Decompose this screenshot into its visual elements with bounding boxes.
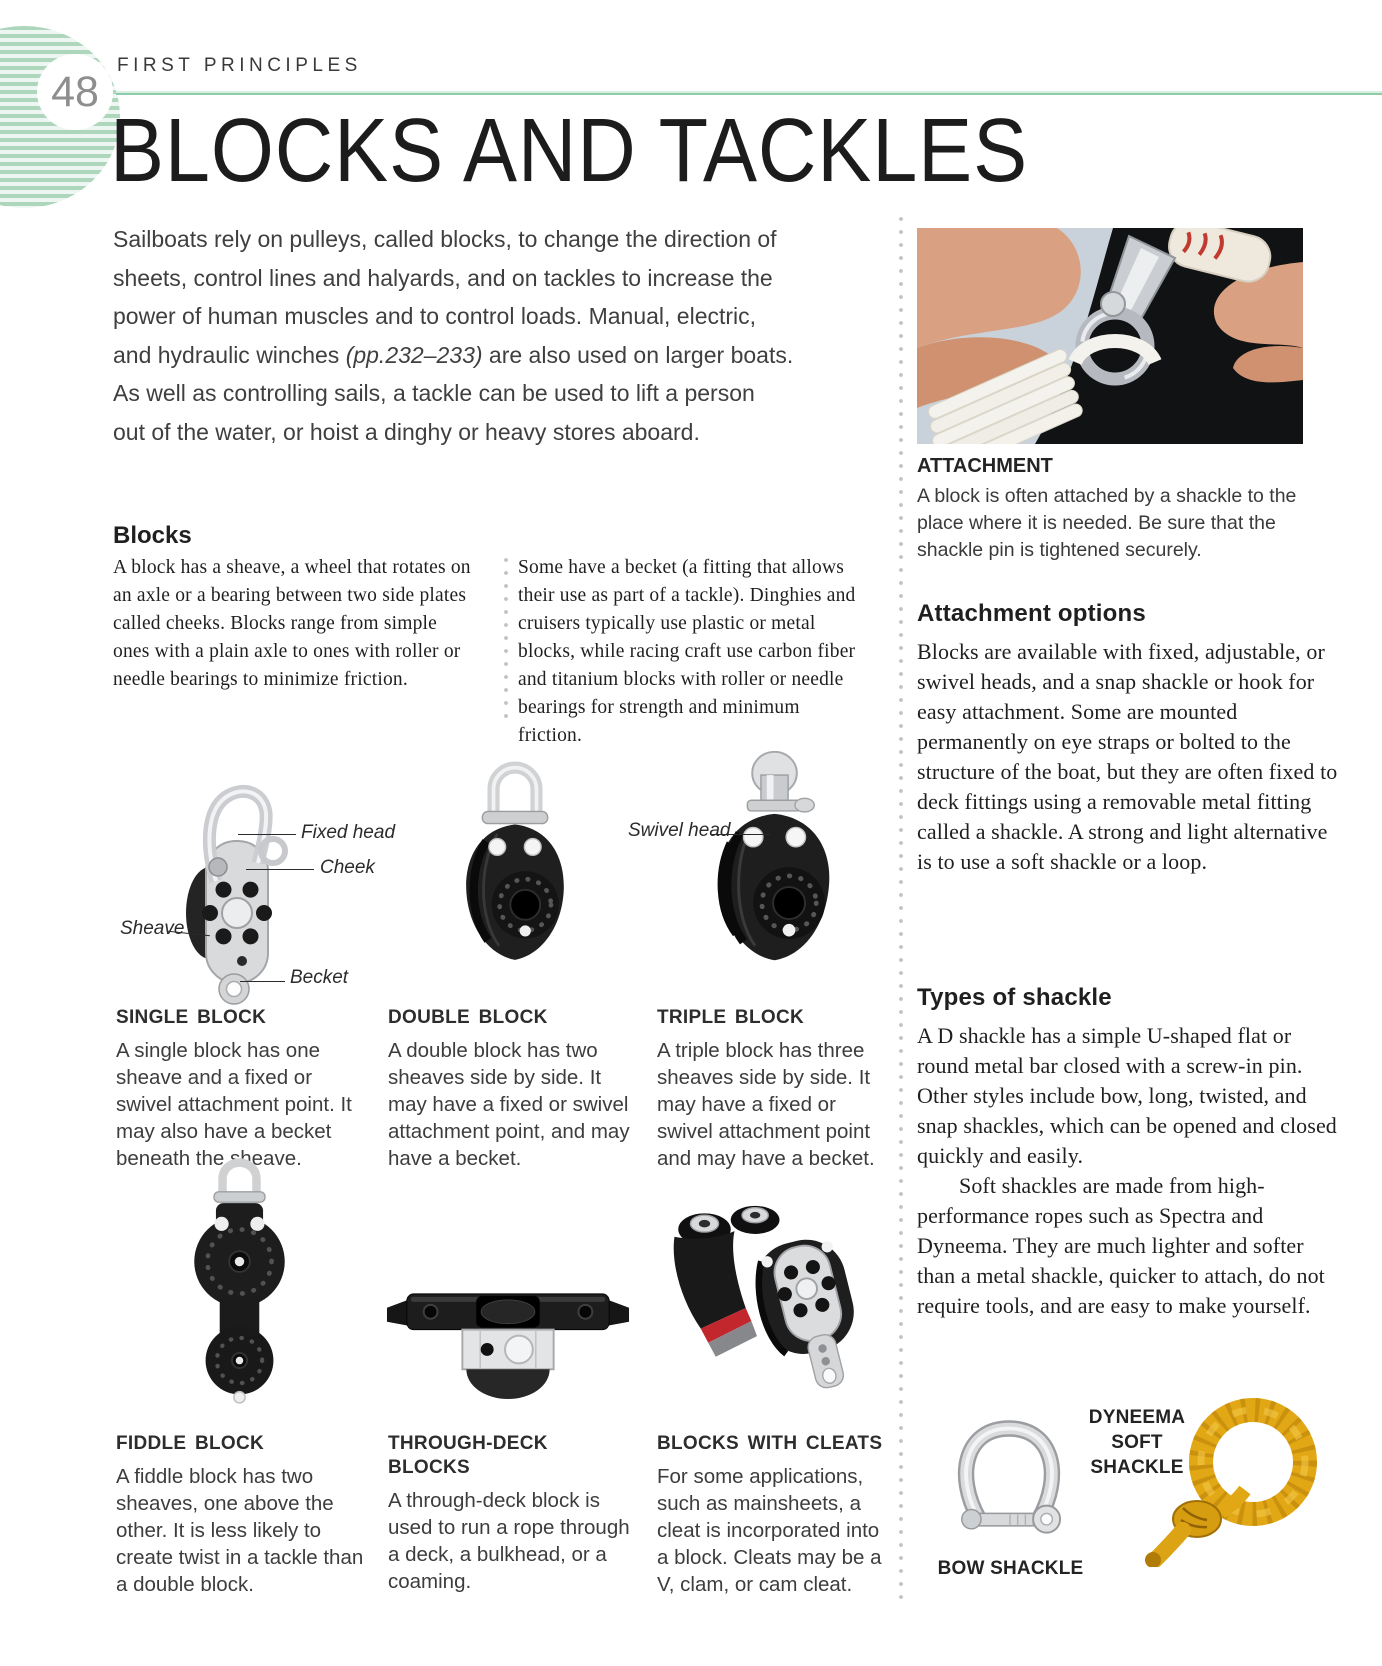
caption-blocks-with-cleats — [657, 1432, 895, 1598]
intro-line: and hydraulic winches (pp.232–233) are also used on larger boats. — [113, 341, 794, 368]
single-block-image — [180, 763, 295, 1015]
blocks-with-cleats-image — [652, 1192, 877, 1424]
caption-triple-block-title: TRIPLE BLOCK — [657, 1007, 804, 1028]
through-deck-block-image — [385, 1278, 631, 1412]
label-cheek: Cheek — [320, 857, 375, 878]
soft-shackle-image — [1135, 1392, 1335, 1567]
label-becket: Becket — [290, 967, 349, 988]
attachment-options-heading: Attachment options — [917, 600, 1146, 627]
caption-triple-block — [657, 1006, 895, 1172]
page-title: BLOCKS AND TACKLES — [110, 101, 1029, 201]
caption-blocks-with-cleats-title: BLOCKS WITH CLEATS — [657, 1433, 883, 1454]
caption-single-block-body: A single block has one sheave and a fixed or swivel attachment point. It may also have a becket beneath the sheave. — [116, 1039, 352, 1170]
blocks-column-2: Some have a becket (a fitting that allows their use as part of a tackle). Dinghies and cruisers typically use plastic or metal blocks, while racing craft use carbon fiber and titanium blocks with roller or needle bearings for strength and minimum friction. — [518, 557, 856, 746]
caption-double-block-body: A double block has two sheaves side by side. It may have a fixed or swivel attachment point, and may have a becket. — [388, 1039, 630, 1170]
blocks-heading: Blocks — [113, 522, 192, 549]
intro-line: Sailboats rely on pulleys, called blocks, to change the direction of — [113, 226, 777, 252]
types-of-shackle-para2: Soft shackles are made from high-performance ropes such as Spectra and Dyneema. They are much lighter and softer than a metal shackle, quicker to attach, do not require tools, and are easy to make yourself. — [917, 1173, 1325, 1318]
intro-line: out of the water, or hoist a dinghy or heavy stores aboard. — [113, 418, 700, 445]
attachment-caption-body: A block is often attached by a shackle to the place where it is needed. Be sure that the shackle pin is tightened securely. — [917, 485, 1297, 561]
label-fixed-head: Fixed head — [301, 822, 396, 843]
intro-paragraph — [113, 220, 793, 451]
attachment-photo — [917, 228, 1303, 444]
triple-block-image — [695, 743, 855, 1003]
sidebar-dotted-divider — [899, 215, 903, 1600]
caption-through-deck-blocks-body: A through-deck block is used to run a rope through a deck, a bulkhead, or a coaming. — [388, 1489, 630, 1593]
caption-double-block — [388, 1006, 638, 1172]
intro-line: power of human muscles and to control loads. Manual, electric, — [113, 303, 757, 329]
caption-double-block-title: DOUBLE BLOCK — [388, 1007, 548, 1028]
intro-line: sheets, control lines and halyards, and on tackles to increase the — [113, 264, 773, 291]
page-number-circle — [37, 54, 113, 130]
caption-through-deck-blocks-title: THROUGH-DECK BLOCKS — [388, 1433, 548, 1478]
attachment-caption-title: ATTACHMENT — [917, 455, 1053, 477]
bow-shackle-label: BOW SHACKLE — [937, 1558, 1084, 1579]
attachment-options-section — [917, 600, 1339, 877]
header-rule — [116, 91, 1382, 95]
caption-fiddle-block — [116, 1432, 366, 1598]
dyneema-soft-shackle-label: DYNEEMA SOFT SHACKLE — [1088, 1407, 1186, 1478]
caption-blocks-with-cleats-body: For some applications, such as mainsheets, a cleat is incorporated into a block. Cleats may be a V, clam, or cam cleat. — [657, 1465, 882, 1596]
types-of-shackle-section — [917, 984, 1339, 1321]
caption-through-deck-blocks — [388, 1432, 638, 1595]
column-dotted-divider — [504, 556, 508, 722]
page-number: 48 — [51, 67, 99, 116]
label-swivel-head: Swivel head — [628, 820, 731, 841]
caption-single-block-title: SINGLE BLOCK — [116, 1007, 267, 1028]
section-eyebrow: FIRST PRINCIPLES — [117, 55, 362, 76]
cheek-leader-line — [246, 869, 314, 870]
caption-fiddle-block-body: A fiddle block has two sheaves, one above the other. It is less likely to create twist in a tackle than a double block. — [116, 1465, 364, 1596]
double-block-image — [445, 750, 585, 998]
becket-leader-line — [240, 981, 285, 982]
caption-fiddle-block-title: FIDDLE BLOCK — [116, 1433, 265, 1454]
swivel-head-leader-line — [712, 834, 770, 835]
intro-line: As well as controlling sails, a tackle can be used to lift a person — [113, 380, 755, 406]
attachment-caption — [917, 455, 1317, 564]
label-sheave: Sheave — [120, 918, 185, 939]
attachment-options-body: Blocks are available with fixed, adjustable, or swivel heads, and a snap shackle or hook for easy attachment. Some are mounted permanently on eye straps or bolted to the structure of the boat, but they are often fixed to deck fittings using a removable metal fitting called a shackle. A strong and light alternative is to use a soft shackle or a loop. — [917, 639, 1338, 874]
bow-shackle-image — [945, 1415, 1073, 1550]
blocks-column-1: A block has a sheave, a wheel that rotates on an axle or a bearing between two side plates called cheeks. Blocks range from simple ones with a plain axle to ones with roller or needle bearings to minimize friction. — [113, 557, 471, 690]
fiddle-block-image — [182, 1148, 297, 1426]
fixed-head-leader-line — [238, 834, 296, 835]
caption-triple-block-body: A triple block has three sheaves side by side. It may have a fixed or swivel attachment point and may have a becket. — [657, 1039, 875, 1170]
types-of-shackle-para1: A D shackle has a simple U-shaped flat or round metal bar closed with a screw-in pin. Other styles include bow, long, twisted, and snap shackles, which can be opened and closed quickly and easily. — [917, 1023, 1337, 1168]
types-of-shackle-heading: Types of shackle — [917, 984, 1112, 1011]
